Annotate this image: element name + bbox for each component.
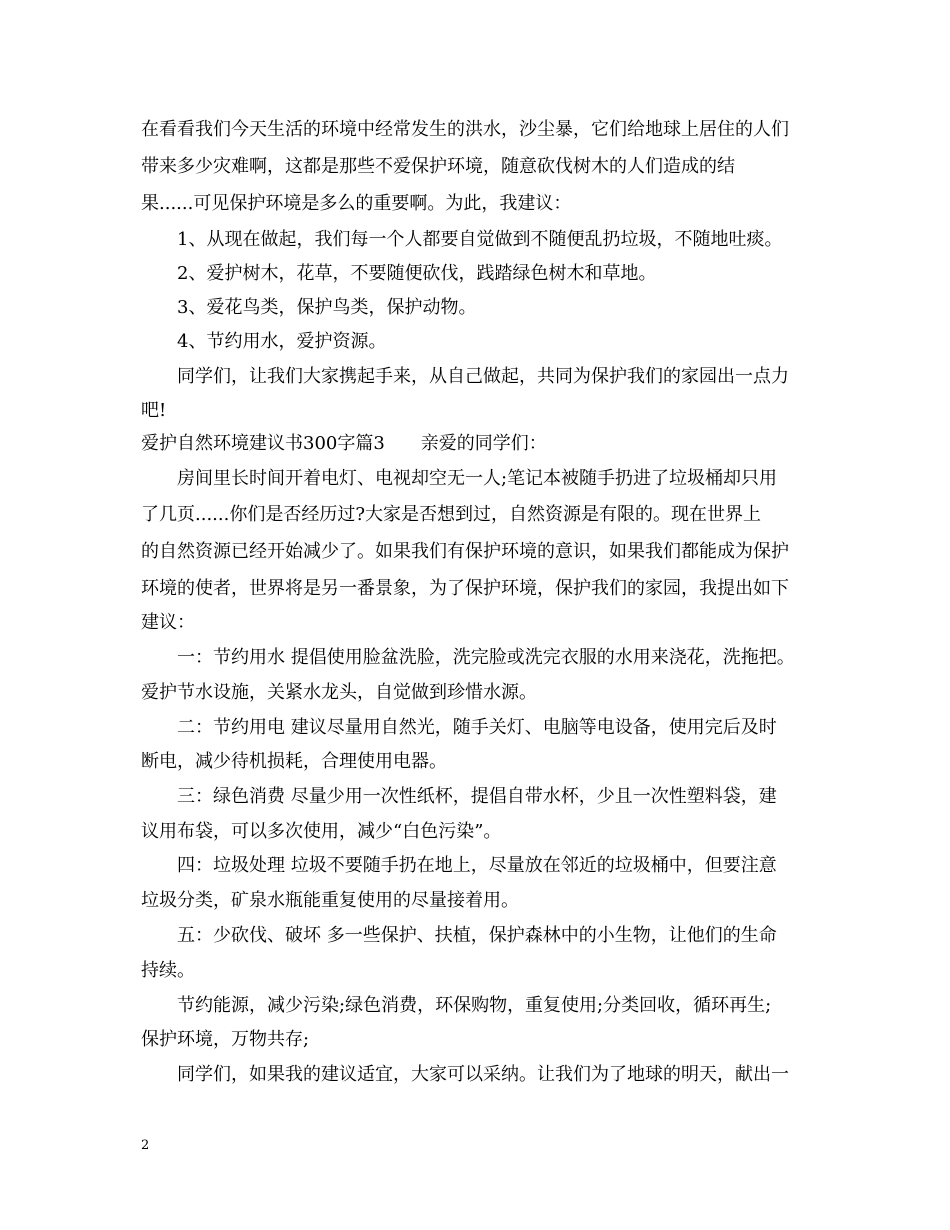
text-line: 爱护节水设施，关紧水龙头，自觉做到珍惜水源。 (141, 682, 537, 703)
text-line: 四：垃圾处理 垃圾不要随手扔在地上，尽量放在邻近的垃圾桶中，但要注意 (177, 855, 777, 876)
text-line: 保护环境，万物共存; (141, 1029, 310, 1050)
text-line: 同学们，让我们大家携起手来，从自己做起，共同为保护我们的家园出一点力 (177, 366, 789, 387)
text-line: 环境的使者，世界将是另一番景象，为了保护环境，保护我们的家园，我提出如下 (141, 578, 789, 599)
text-line: 带来多少灾难啊，这都是那些不爱保护环境，随意砍伐树木的人们造成的结 (141, 156, 735, 177)
text-line: 4、节约用水，爱护资源。 (177, 331, 387, 352)
text-line: 在看看我们今天生活的环境中经常发生的洪水，沙尘暴，它们给地球上居住的人们 (141, 119, 789, 140)
text-line: 同学们，如果我的建议适宜，大家可以采纳。让我们为了地球的明天，献出一 (177, 1064, 789, 1085)
text-line: 了几页......你们是否经历过?大家是否想到过，自然资源是有限的。现在世界上 (141, 504, 761, 525)
text-line: 的自然资源已经开始减少了。如果我们有保护环境的意识，如果我们都能成为保护 (141, 541, 789, 562)
text-line: 房间里长时间开着电灯、电视却空无一人;笔记本被随手扔进了垃圾桶却只用 (177, 468, 778, 489)
text-line: 二：节约用电 建议尽量用自然光，随手关灯、电脑等电设备，使用完后及时 (177, 717, 777, 738)
text-line: 一：节约用水 提倡使用脸盆洗脸，洗完脸或洗完衣服的水用来浇花，洗拖把。 (177, 647, 795, 668)
text-line: 五：少砍伐、破坏 多一些保护、扶植，保护森林中的小生物，让他们的生命 (177, 925, 777, 946)
text-line: 爱护自然环境建议书300字篇3 亲爱的同学们： (141, 433, 547, 454)
text-line: 1、从现在做起，我们每一个人都要自觉做到不随便乱扔垃圾，不随地吐痰。 (177, 229, 783, 250)
text-line: 吧! (141, 400, 167, 421)
text-line: 三：绿色消费 尽量少用一次性纸杯，提倡自带水杯，少且一次性塑料袋，建 (177, 786, 777, 807)
text-line: 果......可见保护环境是多么的重要啊。为此，我建议： (141, 193, 572, 214)
text-line: 节约能源，减少污染;绿色消费，环保购物，重复使用;分类回收，循环再生; (177, 995, 772, 1016)
text-line: 垃圾分类，矿泉水瓶能重复使用的尽量接着用。 (141, 890, 519, 911)
text-line: 3、爱花鸟类，保护鸟类，保护动物。 (177, 297, 477, 318)
text-line: 建议： (141, 612, 195, 633)
text-line: 断电，减少待机损耗，合理使用电器。 (141, 751, 447, 772)
text-line: 议用布袋，可以多次使用，减少“白色污染”。 (141, 821, 502, 842)
text-line: 2、爱护树木，花草，不要随便砍伐，践踏绿色树木和草地。 (177, 263, 657, 284)
page-number: 2 (141, 1138, 150, 1153)
text-line: 持续。 (141, 960, 195, 981)
